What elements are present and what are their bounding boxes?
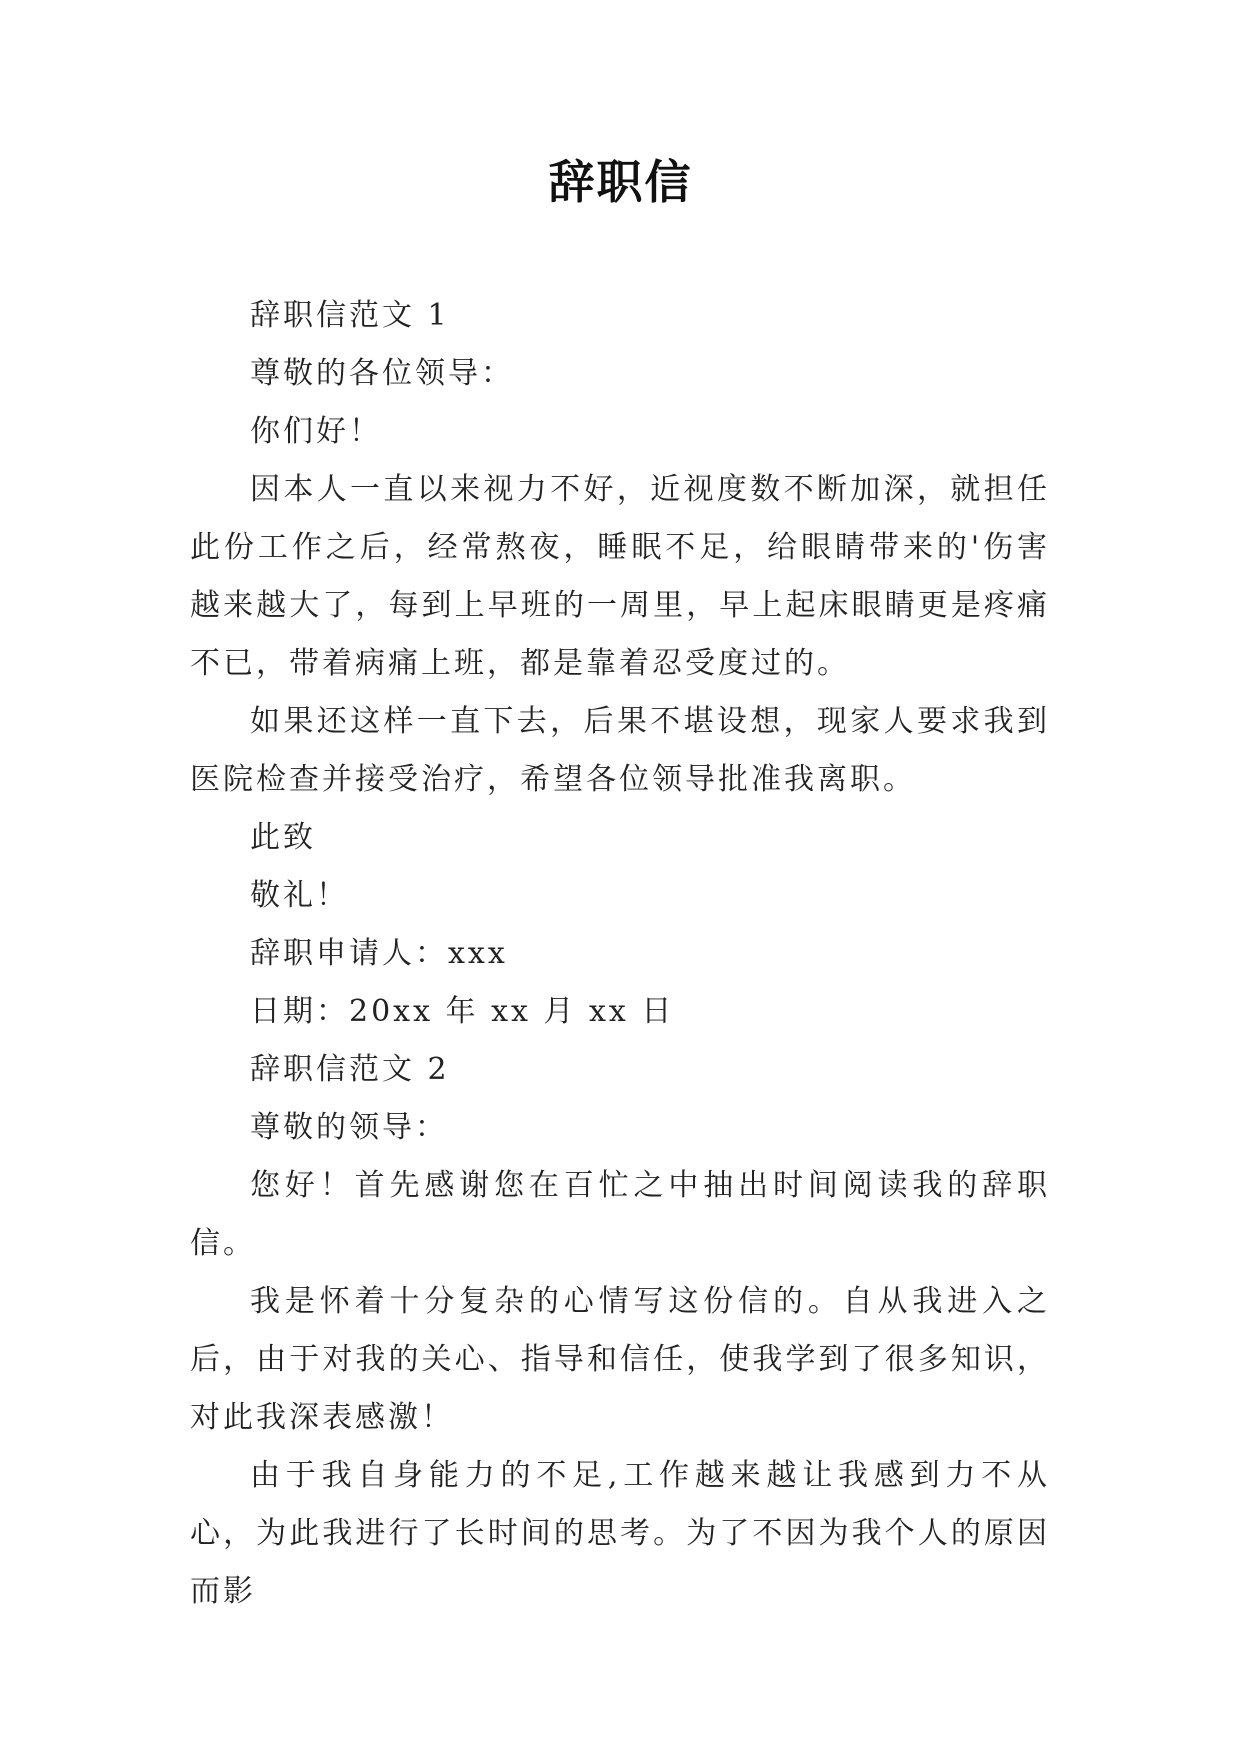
- document-body: [190, 287, 1050, 1621]
- greeting-1: 你们好！: [250, 414, 382, 449]
- sample-heading-2: 辞职信范文 2: [250, 1052, 450, 1087]
- closing-cizhi: 此致: [250, 820, 316, 855]
- greeting-2: 您好！首先感谢您在百忙之中抽出时间阅读我的辞职信。: [190, 1168, 1050, 1261]
- body-paragraph-3: 我是怀着十分复杂的心情写这份信的。自从我进入之后，由于对我的关心、指导和信任，使我学到了很多知识，对此我深表感激！: [190, 1284, 1050, 1435]
- date-line: 日期：20xx 年 xx 月 xx 日: [250, 994, 675, 1029]
- applicant-line: 辞职申请人：xxx: [250, 936, 508, 971]
- body-paragraph-2: 如果还这样一直下去，后果不堪设想，现家人要求我到医院检查并接受治疗，希望各位领导批准我离职。: [190, 704, 1050, 797]
- body-paragraph-1: 因本人一直以来视力不好，近视度数不断加深，就担任此份工作之后，经常熬夜，睡眠不足，给眼睛带来的'伤害越来越大了，每到上早班的一周里，早上起床眼睛更是疼痛不已，带着病痛上班，都是靠着忍受度过的。: [190, 472, 1050, 681]
- salutation-2: 尊敬的领导：: [250, 1110, 448, 1145]
- sample-heading-1: 辞职信范文 1: [250, 298, 450, 333]
- document-title: 辞职信: [548, 155, 693, 209]
- salutation-1: 尊敬的各位领导：: [250, 356, 514, 391]
- body-paragraph-4: 由于我自身能力的不足,工作越来越让我感到力不从心，为此我进行了长时间的思考。为了不因为我个人的原因而影: [190, 1458, 1050, 1609]
- closing-jingli: 敬礼！: [250, 878, 349, 913]
